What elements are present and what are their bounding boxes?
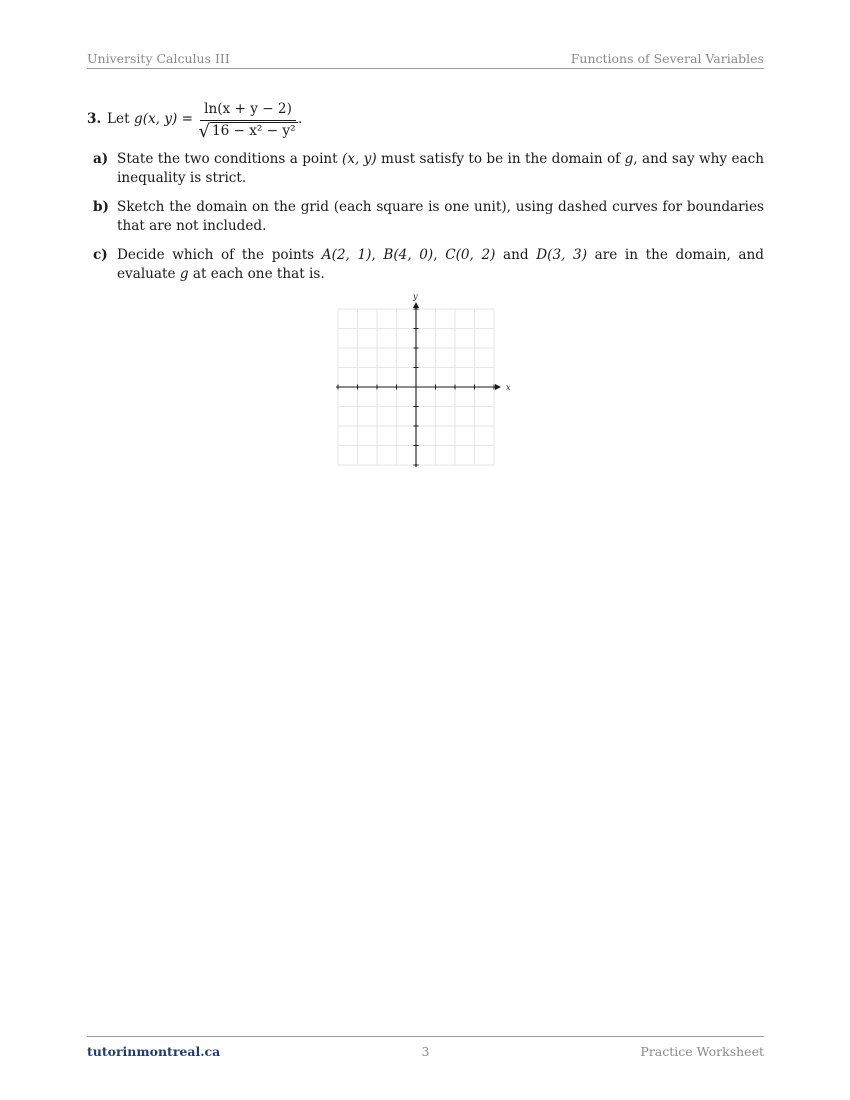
part-text: Sketch the domain on the grid (each square is one unit), using dashed curves for boundaries that are not included. xyxy=(117,199,764,234)
part-label: a) xyxy=(93,151,109,167)
point-a: A(2, 1) xyxy=(321,247,372,263)
chapter-title: Functions of Several Variables xyxy=(570,51,764,66)
part-text: Decide which of the points xyxy=(117,247,322,263)
part-b xyxy=(87,198,764,236)
page-footer xyxy=(87,1036,764,1063)
fraction-denominator xyxy=(198,121,298,141)
function-fraction xyxy=(198,100,298,141)
website-link[interactable]: tutorinmontreal.ca xyxy=(87,1044,221,1059)
coordinate-grid xyxy=(330,292,510,472)
course-title: University Calculus III xyxy=(87,51,230,66)
x-axis-label: x xyxy=(506,383,511,392)
function-name: g(x, y) = xyxy=(134,111,194,127)
part-text: , xyxy=(433,247,446,263)
problem-3 xyxy=(87,100,764,294)
radicand: 16 − x² − y² xyxy=(211,123,296,139)
document-type: Practice Worksheet xyxy=(640,1044,764,1059)
point-d: D(3, 3) xyxy=(536,247,587,263)
problem-parts xyxy=(87,150,764,284)
part-text: , xyxy=(371,247,384,263)
part-text: are in the domain, and evaluate xyxy=(117,247,764,282)
math-point: (x, y) xyxy=(342,151,377,167)
part-text: , and say why each inequality is strict. xyxy=(117,151,764,186)
part-label: c) xyxy=(93,247,108,263)
statement-period: . xyxy=(298,111,303,127)
part-text: and xyxy=(495,247,537,263)
problem-number: 3. xyxy=(87,111,102,127)
math-g: g xyxy=(624,151,634,167)
sqrt-symbol: √ xyxy=(198,121,210,142)
coordinate-grid-svg xyxy=(330,292,510,472)
part-text: State the two conditions a point xyxy=(117,151,343,167)
page-number: 3 xyxy=(421,1044,430,1059)
x-axis-arrow xyxy=(495,384,501,390)
math-g: g xyxy=(179,266,189,282)
point-b: B(4, 0) xyxy=(383,247,434,263)
point-c: C(0, 2) xyxy=(445,247,496,263)
page-header xyxy=(87,50,764,69)
part-label: b) xyxy=(93,199,109,215)
part-text: at each one that is. xyxy=(188,266,325,282)
problem-lead: Let xyxy=(107,111,130,127)
y-axis-label: y xyxy=(413,292,418,301)
y-axis-arrow xyxy=(413,302,419,308)
part-text: must satisfy to be in the domain of xyxy=(376,151,625,167)
part-a xyxy=(87,150,764,188)
fraction-numerator: ln(x + y − 2) xyxy=(204,101,292,117)
part-c xyxy=(87,246,764,284)
problem-statement xyxy=(87,100,764,144)
